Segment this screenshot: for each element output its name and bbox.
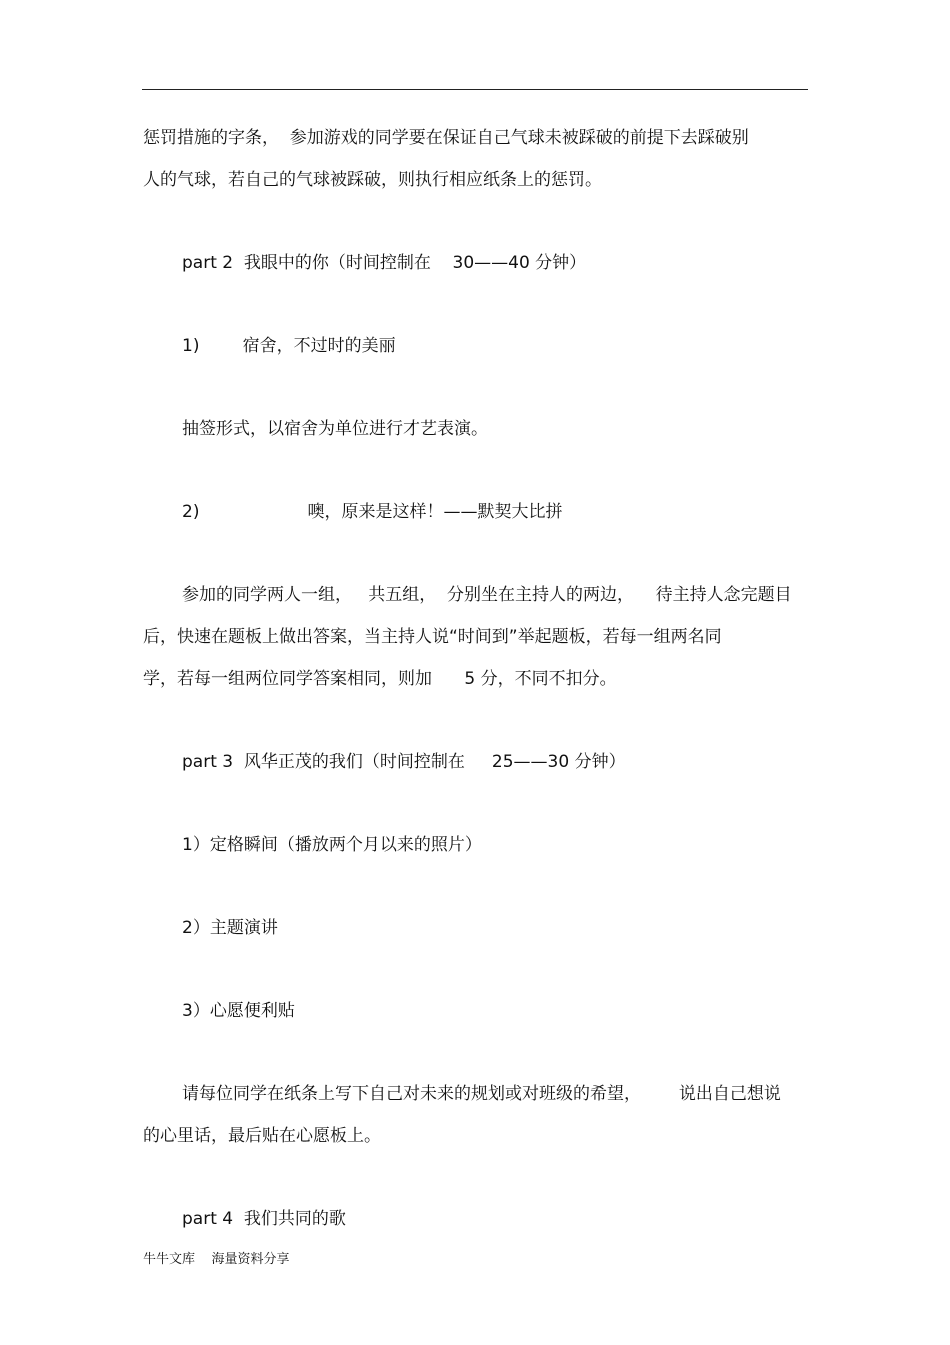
- list-item: 2）主题演讲: [182, 918, 278, 938]
- list-item: 1）定格瞬间（播放两个月以来的照片）: [182, 835, 482, 855]
- section-heading-part4: part 4 我们共同的歌: [182, 1209, 346, 1229]
- list-item: 3）心愿便利贴: [182, 1001, 295, 1021]
- section-heading-part3: part 3 风华正茂的我们（时间控制在 25——30 分钟）: [182, 752, 626, 772]
- paragraph-line: 人的气球，若自己的气球被踩破，则执行相应纸条上的惩罚。: [143, 170, 602, 190]
- paragraph-line: 参加的同学两人一组， 共五组， 分别坐在主持人的两边， 待主持人念完题目: [182, 585, 792, 605]
- header-rule: [142, 89, 808, 90]
- page-footer: 牛牛文库 海量资料分享: [143, 1252, 290, 1267]
- paragraph-line: 请每位同学在纸条上写下自己对未来的规划或对班级的希望， 说出自己想说: [182, 1084, 781, 1104]
- paragraph-line: 后，快速在题板上做出答案，当主持人说“时间到”举起题板，若每一组两名同: [143, 627, 722, 647]
- paragraph-line: 的心里话，最后贴在心愿板上。: [143, 1126, 381, 1146]
- list-item: 1) 宿舍，不过时的美丽: [182, 336, 396, 356]
- section-heading-part2: part 2 我眼中的你（时间控制在 30——40 分钟）: [182, 253, 587, 273]
- list-item: 2) 噢，原来是这样！——默契大比拼: [182, 502, 563, 522]
- paragraph-line: 学，若每一组两位同学答案相同，则加 5 分，不同不扣分。: [143, 669, 617, 689]
- paragraph-line: 抽签形式，以宿舍为单位进行才艺表演。: [182, 419, 488, 439]
- paragraph-line: 惩罚措施的字条， 参加游戏的同学要在保证自己气球未被踩破的前提下去踩破别: [143, 128, 749, 148]
